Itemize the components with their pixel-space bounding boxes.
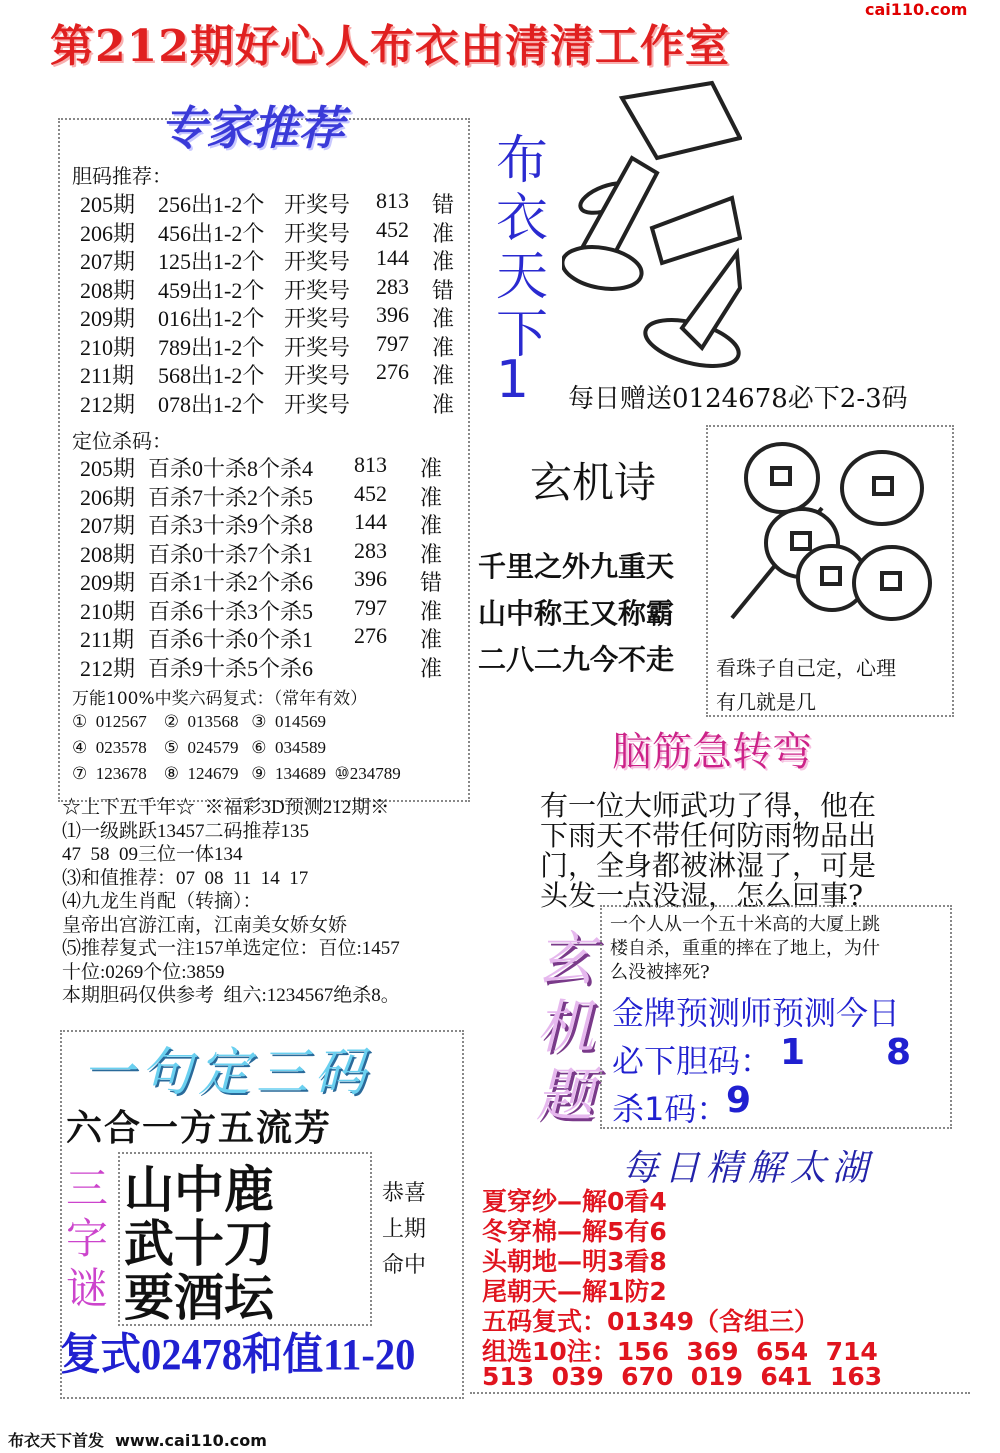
brain-line: 头发一点没湿，怎么回事? [540,879,864,912]
kill-issue: 205期 [80,456,136,481]
taihu-line: 头朝地—明3看8 [482,1247,667,1276]
kill-issue: 210期 [80,598,136,624]
buyi-char: 天 [496,247,549,307]
kill-pick: 百杀1十杀2个杀6 [148,570,314,595]
riddle-char: 玄 [536,925,595,993]
dan-title: 胆码推荐： [72,164,172,188]
kill-num: 276 [354,623,387,648]
kill-result: 准 [420,655,443,681]
dan-result: 错 [432,192,455,217]
kill-num: 396 [354,566,387,591]
dan-issue: 212期 [80,391,136,417]
kill-pick: 百杀9十杀5个杀6 [148,655,314,681]
bead-note: 看珠子自己定，心理 [716,656,896,680]
dan-issue: 207期 [80,249,136,274]
dan-label: 开奖号 [284,334,351,360]
kill-pick: 百杀6十杀0个杀1 [148,627,314,652]
dan-result: 准 [432,220,455,246]
forecast-line: 本期胆码仅供参考 组六:1234567绝杀8。 [62,985,400,1006]
six-title: 万能100%中奖六码复式：（常年有效） [72,689,368,709]
dan-issue: 210期 [80,334,136,360]
taihu-line: 尾朝天—解1防2 [482,1277,667,1306]
kill-num: 797 [354,594,387,620]
group-line: 组选10注：156 369 654 714 [482,1337,878,1366]
dan-issue: 209期 [80,306,136,331]
dan-num: 797 [376,330,409,356]
kill-result: 准 [420,484,443,510]
kill-num: 452 [354,480,387,506]
poem-heading: 玄机诗 [530,458,657,507]
forecast-line: ☆上下五千年☆ ※福彩3D预测212期※ [62,797,390,818]
expert-heading: 专家推荐 [160,101,344,155]
dan-label: 开奖号 [284,220,351,246]
sanzi-char: 谜 [66,1264,109,1313]
taihu-heading: 每日精解太湖 [622,1148,875,1189]
one-sentence-phrase: 六合一方五流芳 [66,1108,333,1149]
dan-label: 开奖号 [284,192,351,217]
dan-pick: 459出1-2个 [158,277,265,303]
kill-pick: 百杀0十杀8个杀4 [148,456,314,481]
group-line: 513 039 670 019 641 163 [482,1362,883,1391]
sanzi-word: 武十刀 [124,1215,274,1273]
dan-result: 错 [432,277,455,303]
forecast-line: ⑴一级跳跃13457二码推荐135 [62,820,310,842]
kill-num: 283 [354,537,387,563]
kill-pick: 百杀0十杀7个杀1 [148,541,314,567]
kill-issue: 209期 [80,570,136,595]
kill-issue: 207期 [80,513,136,538]
forecast-line: 十位:0269个位:3859 [62,961,225,983]
kill-issue: 211期 [80,627,135,652]
gold-kill-label: 杀1码： [612,1090,729,1128]
dan-label: 开奖号 [284,249,351,274]
buyi-char: 衣 [496,189,549,249]
sanzi-char: 字 [66,1214,109,1263]
congrats-line: 命中 [382,1253,427,1278]
kill-issue: 212期 [80,655,136,681]
kill-pick: 百杀3十杀9个杀8 [148,513,314,538]
riddle-char: 机 [536,993,595,1061]
kill-result: 准 [420,541,443,567]
kill-title: 定位杀码： [72,429,172,453]
brain-line: 下雨天不带任何防雨物品出 [540,819,877,852]
dan-issue: 205期 [80,192,136,217]
dan-result: 准 [432,363,455,388]
kill-result: 准 [420,456,443,481]
dan-issue: 211期 [80,363,135,388]
buyi-char: 1 [496,350,530,410]
dan-result: 准 [432,391,455,417]
six-line: ⑦ 123678 ⑧ 124679 ⑨ 134689 ⑩234789 [72,764,401,783]
buyi-char: 布 [496,131,549,191]
dan-label: 开奖号 [284,306,351,331]
kill-result: 错 [420,570,443,595]
kill-pick: 百杀7十杀2个杀5 [148,484,314,510]
forecast-line: 皇帝出宫游江南，江南美女娇女娇 [62,914,348,936]
sanzi-word: 山中鹿 [124,1161,274,1219]
coin-illustration [562,78,742,368]
dan-pick: 016出1-2个 [158,306,265,331]
dan-label: 开奖号 [284,391,351,417]
dan-pick: 456出1-2个 [158,220,265,246]
dan-num: 144 [376,245,409,270]
congrats-line: 恭喜 [382,1181,427,1206]
fushi-line: 复式02478和值11-20 [60,1330,416,1379]
site-url[interactable]: cai110.com [865,0,968,19]
poem-line: 千里之外九重天 [478,550,675,583]
forecast-line: 47 58 09三位一体134 [62,844,243,865]
kill-num: 144 [354,509,387,534]
taihu-line: 夏穿纱—解0看4 [482,1187,667,1216]
congrats-line: 上期 [382,1217,427,1242]
poem-line: 山中称王又称霸 [478,597,675,630]
kill-issue: 208期 [80,541,136,567]
gold-dan-label: 必下胆码： [612,1042,773,1080]
gold-line: 金牌预测师预测今日 [612,994,901,1032]
gold-dan-1: 1 [780,1032,806,1073]
dan-num: 283 [376,273,409,299]
gold-dan-2: 8 [886,1032,912,1073]
buyi-char: 下 [496,305,549,365]
five-code: 五码复式：01349（含组三） [482,1307,819,1336]
dan-pick: 256出1-2个 [158,192,265,217]
dan-pick: 568出1-2个 [158,363,265,388]
dan-num: 813 [376,188,409,213]
brain-line: 有一位大师武功了得，他在 [540,789,877,822]
dan-pick: 125出1-2个 [158,249,265,274]
brain-heading: 脑筋急转弯 [612,729,812,775]
sanzi-word: 要酒坛 [124,1269,274,1327]
six-line: ④ 023578 ⑤ 024579 ⑥ 034589 [72,738,326,757]
footer[interactable]: 布衣天下首发 www.cai110.com [8,1431,267,1450]
dan-result: 准 [432,334,455,360]
daily-gift: 每日赠送0124678必下2-3码 [568,384,908,414]
dan-pick: 789出1-2个 [158,334,265,360]
bottom-divider [470,1392,970,1394]
bead-note: 有几就是几 [716,690,816,714]
kill-issue: 206期 [80,484,136,510]
forecast-line: ⑸推荐复式一注157单选定位：百位:1457 [62,938,400,959]
forecast-line: ⑶和值推荐：07 08 11 14 17 [62,867,309,889]
dan-label: 开奖号 [284,363,351,388]
brain-line: 门，全身都被淋湿了，可是 [540,849,877,882]
riddle-line: 么没被摔死? [610,962,710,983]
riddle-line: 楼自杀，重重的摔在了地上，为什 [610,938,880,959]
taihu-line: 冬穿棉—解5有6 [482,1217,667,1246]
page-title: 第212期好心人布衣由清清工作室 [50,21,730,72]
riddle-line: 一个人从一个五十米高的大厦上跳 [610,914,880,935]
kill-result: 准 [420,598,443,624]
dan-issue: 208期 [80,277,136,303]
dan-pick: 078出1-2个 [158,391,265,417]
one-sentence-heading: 一句定三码 [82,1043,373,1103]
gold-kill: 9 [726,1080,752,1121]
sanzi-char: 三 [66,1164,109,1213]
kill-result: 准 [420,513,443,538]
dan-num: 396 [376,302,409,327]
dan-num: 276 [376,359,409,384]
kill-result: 准 [420,627,443,652]
dan-issue: 206期 [80,220,136,246]
kill-pick: 百杀6十杀3个杀5 [148,598,314,624]
dan-result: 准 [432,306,455,331]
riddle-char: 题 [536,1061,595,1129]
dan-label: 开奖号 [284,277,351,303]
forecast-line: ⑷九龙生肖配（转摘）： [62,891,262,912]
six-line: ① 012567 ② 013568 ③ 014569 [72,712,326,731]
poem-line: 二八二九今不走 [478,643,675,676]
dan-result: 准 [432,249,455,274]
dan-num: 452 [376,216,409,242]
kill-num: 813 [354,452,387,477]
